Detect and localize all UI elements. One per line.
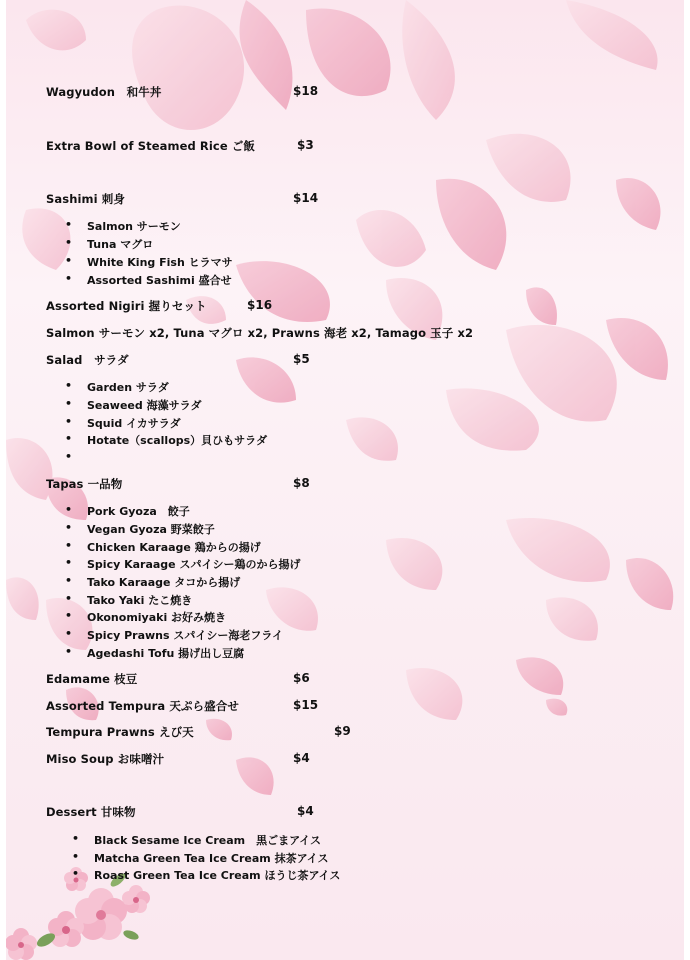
miso-name: Miso Soup お味噌汁 — [46, 752, 165, 766]
edamame-price: $6 — [293, 671, 310, 685]
rice-price: $3 — [297, 138, 314, 152]
wagyudon-price: $18 — [293, 84, 319, 98]
dessert-price: $4 — [297, 804, 314, 818]
menu-page — [6, 0, 684, 960]
salad-item: • Garden サラダ — [87, 379, 169, 395]
sashimi-price: $14 — [293, 191, 319, 205]
nigiri-price: $16 — [247, 298, 273, 312]
tapas-item: • Agedashi Tofu 揚げ出し豆腐 — [87, 645, 244, 661]
rice-name: Extra Bowl of Steamed Rice ご飯 — [46, 139, 256, 153]
dessert-item: • Roast Green Tea Ice Cream ほうじ茶アイス — [94, 867, 340, 883]
dessert-item: • Black Sesame Ice Cream 黒ごまアイス — [94, 832, 321, 848]
sashimi-item: • Tuna マグロ — [87, 236, 153, 252]
tapas-name: Tapas 一品物 — [46, 477, 123, 491]
dessert-name: Dessert 甘味物 — [46, 805, 136, 819]
tempura-prawns-name: Tempura Prawns えび天 — [46, 725, 194, 739]
menu-content — [6, 0, 684, 960]
dessert-item: • Matcha Green Tea Ice Cream 抹茶アイス — [94, 850, 329, 866]
tapas-item: • Tako Karaage タコから揚げ — [87, 574, 240, 590]
tapas-item: • Chicken Karaage 鶏からの揚げ — [87, 539, 261, 555]
miso-price: $4 — [293, 751, 310, 765]
nigiri-name: Assorted Nigiri 握りセット — [46, 299, 207, 313]
tapas-item: • Tako Yaki たこ焼き — [87, 592, 192, 608]
salad-name: Salad サラダ — [46, 353, 129, 367]
sashimi-item: • Salmon サーモン — [87, 218, 181, 234]
salad-item: • Hotate（scallops）貝ひもサラダ — [87, 432, 267, 448]
tapas-item: • Spicy Prawns スパイシー海老フライ — [87, 627, 283, 643]
tapas-item: • Vegan Gyoza 野菜餃子 — [87, 521, 215, 537]
sashimi-item: • White King Fish ヒラマサ — [87, 254, 233, 270]
wagyudon-name: Wagyudon 和牛丼 — [46, 85, 162, 99]
tapas-price: $8 — [293, 476, 310, 490]
sashimi-name: Sashimi 刺身 — [46, 192, 125, 206]
salad-price: $5 — [293, 352, 310, 366]
nigiri-detail: Salmon サーモン x2, Tuna マグロ x2, Prawns 海老 x2, Tamago 玉子 x2 — [46, 326, 474, 340]
tempura-price: $15 — [293, 698, 319, 712]
edamame-name: Edamame 枝豆 — [46, 672, 138, 686]
tempura-prawns-price: $9 — [334, 724, 351, 738]
sashimi-item: • Assorted Sashimi 盛合せ — [87, 272, 232, 288]
salad-item: • Seaweed 海藻サラダ — [87, 397, 201, 413]
tapas-item: • Spicy Karaage スパイシー鶏のから揚げ — [87, 556, 300, 572]
tapas-item: • Pork Gyoza 餃子 — [87, 503, 190, 519]
salad-item: • Squid イカサラダ — [87, 415, 181, 431]
tapas-item: • Okonomiyaki お好み焼き — [87, 609, 226, 625]
tempura-name: Assorted Tempura 天ぷら盛合せ — [46, 699, 239, 713]
